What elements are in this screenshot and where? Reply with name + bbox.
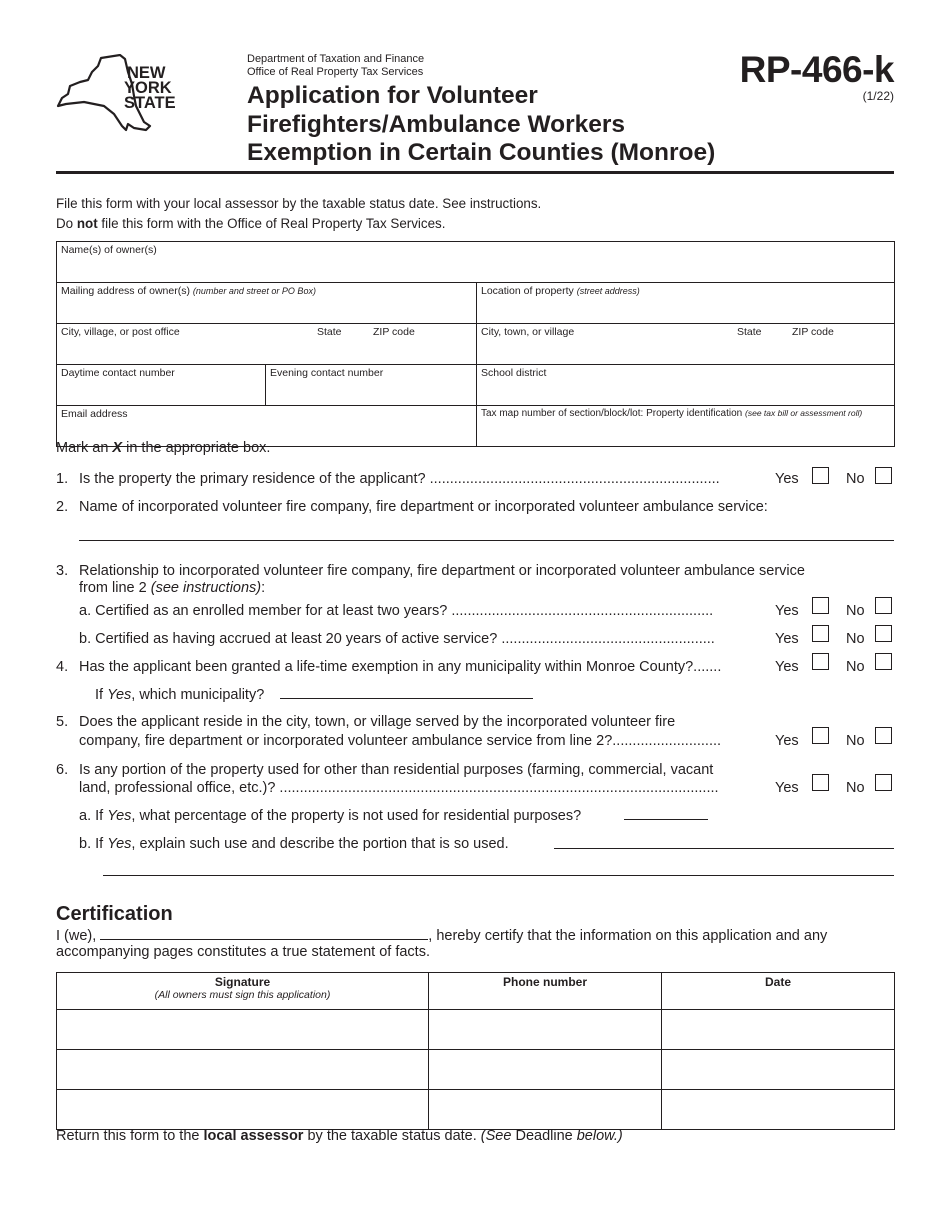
cert-pre: I (we), xyxy=(56,928,97,944)
q6-number: 6. xyxy=(56,762,69,778)
city-po-label: City, village, or post office xyxy=(61,326,180,338)
tax-map-field[interactable] xyxy=(477,406,895,447)
municipality-answer-line[interactable] xyxy=(280,698,533,699)
cert-line-1 xyxy=(56,928,896,944)
q3b-no-checkbox[interactable] xyxy=(875,625,892,642)
question-6 xyxy=(56,762,713,779)
return-mid: by the taxable status date. xyxy=(303,1128,481,1144)
q4-sub-yes: Yes xyxy=(107,687,132,703)
school-label: School district xyxy=(481,367,547,379)
question-2 xyxy=(56,499,768,516)
location-label: Location of property xyxy=(481,285,577,297)
cert-line-2: accompanying pages constitutes a true statement of facts. xyxy=(56,944,430,960)
page-title xyxy=(247,82,715,168)
q4-sub-text-end: , which municipality? xyxy=(131,687,265,703)
q4-number: 4. xyxy=(56,659,69,675)
q3a-no-checkbox[interactable] xyxy=(875,597,892,614)
q2-number: 2. xyxy=(56,499,69,515)
return-bold: local assessor xyxy=(203,1128,304,1144)
q1-yes-label: Yes xyxy=(775,471,799,487)
q4-yes-label: Yes xyxy=(775,659,799,675)
q1-no-label: No xyxy=(846,471,865,487)
q4-sub-text: If xyxy=(95,687,108,703)
question-3-line-2 xyxy=(56,580,265,597)
explain-answer-line-1[interactable] xyxy=(554,848,894,849)
question-4 xyxy=(56,659,721,676)
phone-cell[interactable] xyxy=(429,1050,662,1090)
q6-no-label: No xyxy=(846,780,865,796)
return-instruction xyxy=(56,1128,623,1144)
taxmap-label: Tax map number of section/block/lot: Property identification xyxy=(481,408,746,419)
return-text: Return this form to the xyxy=(56,1128,204,1144)
q6b-yes: Yes xyxy=(107,836,132,852)
office-name: Office of Real Property Tax Services xyxy=(247,66,424,78)
question-5-line-2: company, fire department or incorporated volunteer ambulance service from line 2?........................... xyxy=(79,733,722,749)
q6-yes-checkbox[interactable] xyxy=(812,774,829,791)
return-deadline: Deadline xyxy=(511,1128,577,1144)
q5-yes-checkbox[interactable] xyxy=(812,727,829,744)
q6a-text-end: , what percentage of the property is not used for residential purposes? xyxy=(131,808,582,824)
mailing-note: (number and street or PO Box) xyxy=(192,286,316,296)
title-line-3: Exemption in Certain Counties (Monroe) xyxy=(247,139,716,166)
q1-number: 1. xyxy=(56,471,69,487)
q6-yes-label: Yes xyxy=(775,780,799,796)
mark-instruction xyxy=(56,440,270,457)
logo-york: YORK xyxy=(124,79,172,97)
phone-header: Phone number xyxy=(429,973,662,1010)
mailing-state-label: State xyxy=(317,326,342,338)
q3a-no-label: No xyxy=(846,603,865,619)
q4-text: Has the applicant been granted a life-time exemption in any municipality within Monroe County?....... xyxy=(79,659,722,675)
mailing-address-field[interactable] xyxy=(57,283,477,324)
mark-text-end: in the appropriate box. xyxy=(122,440,271,456)
date-cell[interactable] xyxy=(662,1050,895,1090)
return-below: below.) xyxy=(576,1128,623,1144)
q3a-yes-label: Yes xyxy=(775,603,799,619)
q3a-yes-checkbox[interactable] xyxy=(812,597,829,614)
owner-info-table xyxy=(56,241,895,447)
property-zip-label: ZIP code xyxy=(792,326,834,338)
date-cell[interactable] xyxy=(662,1010,895,1050)
evening-phone-field[interactable] xyxy=(266,365,477,406)
title-line-1: Application for Volunteer xyxy=(247,82,538,109)
q2-text: Name of incorporated volunteer fire company, fire department or incorporated volunteer ambulance service: xyxy=(79,499,768,515)
form-number: RP-466-k xyxy=(739,49,894,90)
eve-phone-label: Evening contact number xyxy=(270,367,384,379)
question-1 xyxy=(56,471,720,488)
cert-post: , hereby certify that the information on this application and any xyxy=(428,928,828,944)
signature-label: Signature xyxy=(214,975,271,989)
q3-note: (see instructions) xyxy=(150,580,262,596)
certification-heading: Certification xyxy=(56,903,173,925)
q3-text-2: from line 2 xyxy=(79,580,151,596)
q6-no-checkbox[interactable] xyxy=(875,774,892,791)
q3-text: Relationship to incorporated volunteer fire company, fire department or incorporated volunteer ambulance service xyxy=(79,563,805,579)
q5-no-label: No xyxy=(846,733,865,749)
question-3 xyxy=(56,563,805,580)
q1-yes-checkbox[interactable] xyxy=(812,467,829,484)
phone-cell[interactable] xyxy=(429,1090,662,1130)
q3b-yes-checkbox[interactable] xyxy=(812,625,829,642)
property-city-field[interactable] xyxy=(477,324,895,365)
q3-colon: : xyxy=(261,580,266,596)
q5-text: Does the applicant reside in the city, town, or village served by the incorporated volunteer fire xyxy=(79,714,676,730)
question-6a xyxy=(56,808,581,825)
question-3b: b. Certified as having accrued at least 20 years of active service? ..................................................... xyxy=(79,631,715,647)
signature-cell[interactable] xyxy=(57,1010,429,1050)
question-5 xyxy=(56,714,675,731)
property-location-field[interactable] xyxy=(477,283,895,324)
form-revision: (1/22) xyxy=(862,89,894,103)
property-state-label: State xyxy=(737,326,762,338)
mark-x: X xyxy=(112,440,123,456)
intro-not: not xyxy=(76,216,98,231)
mailing-zip-label: ZIP code xyxy=(373,326,415,338)
q3-number: 3. xyxy=(56,563,69,579)
q2-answer-line[interactable] xyxy=(79,540,894,541)
date-header: Date xyxy=(662,973,895,1010)
header-rule xyxy=(56,171,894,174)
q6a-text: a. If xyxy=(79,808,108,824)
q5-number: 5. xyxy=(56,714,69,730)
city-town-label: City, town, or village xyxy=(481,326,575,338)
nys-logo xyxy=(54,54,184,134)
mailing-city-field[interactable] xyxy=(57,324,477,365)
q6b-text: b. If xyxy=(79,836,108,852)
title-line-2: Firefighters/Ambulance Workers xyxy=(247,110,626,138)
owner-name-blank[interactable] xyxy=(100,928,428,940)
logo-new: NEW xyxy=(127,64,166,82)
department-block xyxy=(247,53,424,79)
location-note: (street address) xyxy=(576,286,640,296)
signature-cell[interactable] xyxy=(57,1050,429,1090)
q1-no-checkbox[interactable] xyxy=(875,467,892,484)
q1-text: Is the property the primary residence of the applicant? ........................................................................ xyxy=(79,471,720,487)
q6b-text-end: , explain such use and describe the portion that is so used. xyxy=(131,836,509,852)
q3b-yes-label: Yes xyxy=(775,631,799,647)
signature-table xyxy=(56,972,895,1130)
intro-line-2 xyxy=(56,216,445,231)
daytime-phone-field[interactable] xyxy=(57,365,266,406)
intro-text: Do xyxy=(56,216,77,231)
certification-text xyxy=(56,928,896,960)
q4-sub-question xyxy=(95,687,264,704)
taxmap-note: (see tax bill or assessment roll) xyxy=(745,408,863,418)
q5-no-checkbox[interactable] xyxy=(875,727,892,744)
email-label: Email address xyxy=(61,408,128,420)
q5-yes-label: Yes xyxy=(775,733,799,749)
signature-cell[interactable] xyxy=(57,1090,429,1130)
explain-answer-line-2[interactable] xyxy=(103,875,894,876)
q6-text: Is any portion of the property used for other than residential purposes (farming, commercial, vacant xyxy=(79,762,714,778)
percentage-answer-line[interactable] xyxy=(624,819,708,820)
phone-cell[interactable] xyxy=(429,1010,662,1050)
question-6b xyxy=(56,836,509,853)
signature-note: (All owners must sign this application) xyxy=(154,989,331,1001)
day-phone-label: Daytime contact number xyxy=(61,367,175,379)
return-see: (See xyxy=(480,1128,512,1144)
q4-no-label: No xyxy=(846,659,865,675)
signature-header xyxy=(57,973,429,1010)
date-cell[interactable] xyxy=(662,1090,895,1130)
owners-label: Name(s) of owner(s) xyxy=(61,244,157,256)
intro-text-end: file this form with the Office of Real Property Tax Services. xyxy=(97,216,446,231)
owners-field[interactable] xyxy=(57,242,895,283)
logo-state: STATE xyxy=(124,94,176,112)
mailing-label: Mailing address of owner(s) xyxy=(61,285,193,297)
q4-no-checkbox[interactable] xyxy=(875,653,892,670)
question-3a: a. Certified as an enrolled member for at least two years? ................................................................. xyxy=(79,603,714,619)
q4-yes-checkbox[interactable] xyxy=(812,653,829,670)
q6a-yes: Yes xyxy=(107,808,132,824)
intro-line-1: File this form with your local assessor by the taxable status date. See instructions. xyxy=(56,196,542,211)
q3b-no-label: No xyxy=(846,631,865,647)
department-name: Department of Taxation and Finance xyxy=(247,53,425,65)
school-district-field[interactable] xyxy=(477,365,895,406)
mark-text: Mark an xyxy=(56,440,113,456)
question-6-line-2: land, professional office, etc.)? ............................................................................................................. xyxy=(79,780,719,796)
